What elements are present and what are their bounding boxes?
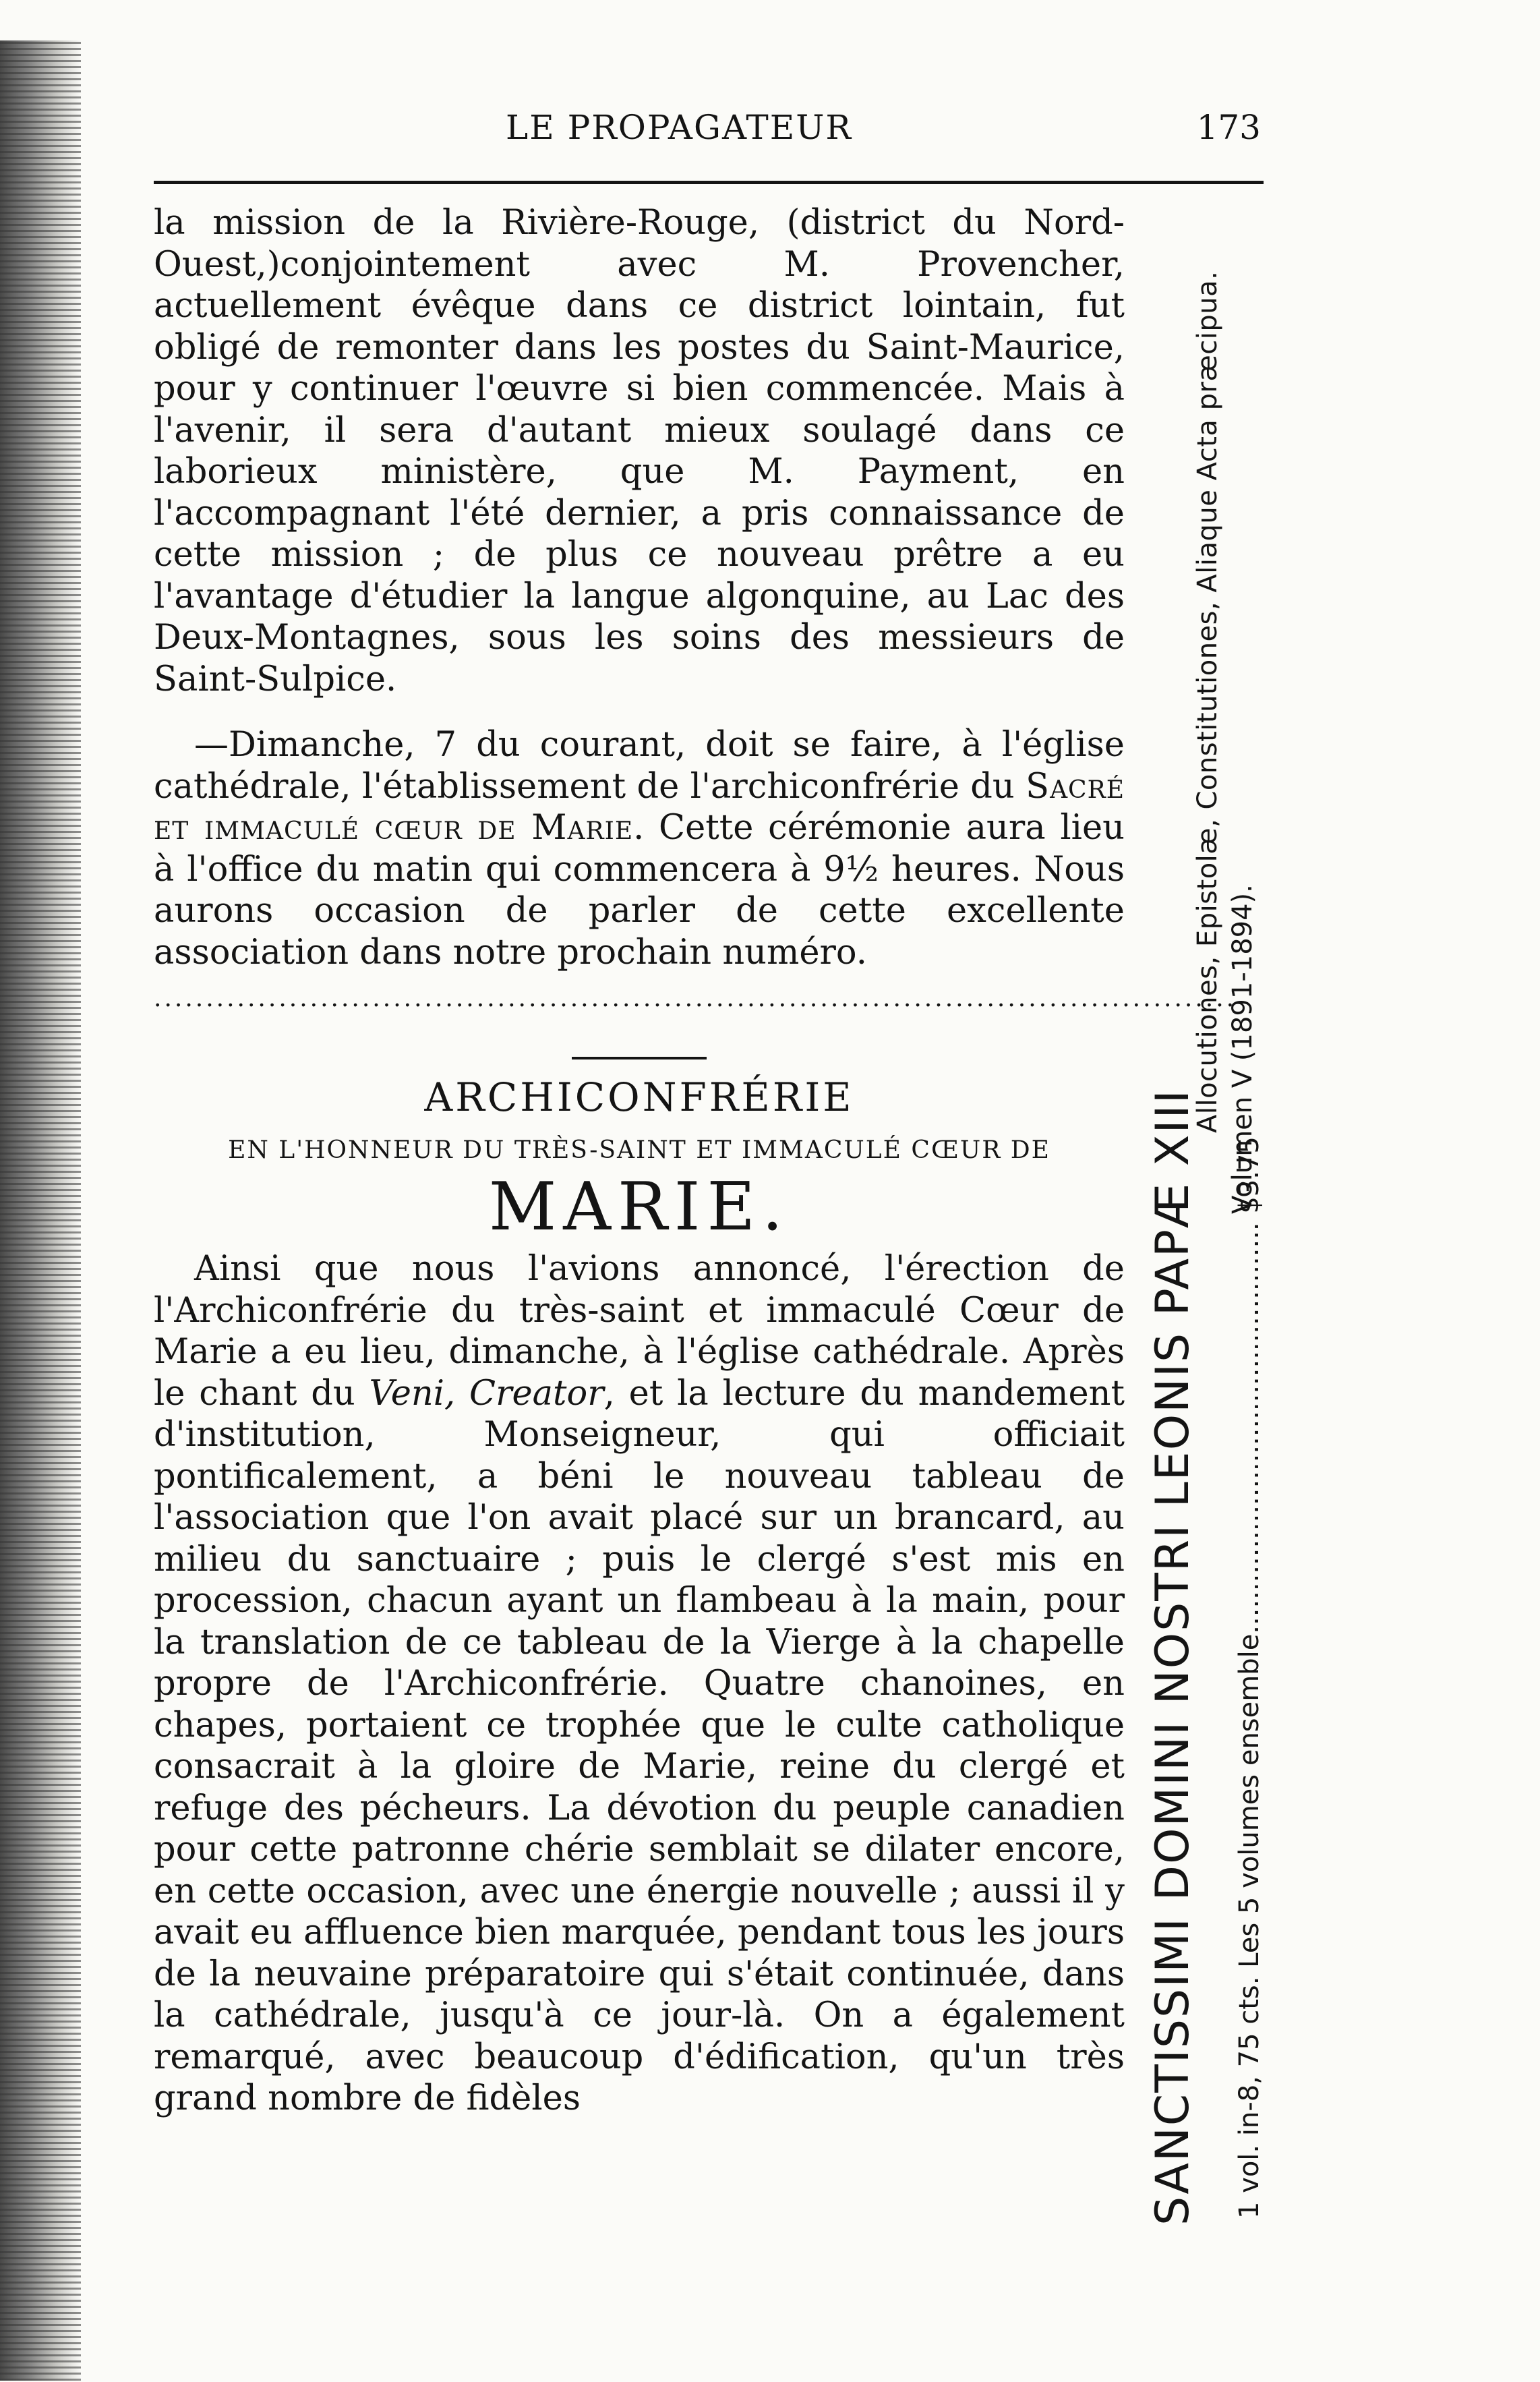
vertical-advertisement (1133, 202, 1281, 2226)
header-rule (154, 181, 1264, 184)
ad-pope-title: SANCTISSIMI DOMINI NOSTRI LEONIS PAPÆ XIII (1146, 1088, 1200, 2226)
section-rule (572, 1057, 707, 1059)
ad-allocutiones: Allocutiones, Epistolæ, Constitutiones, Aliaque Acta præcipua. (1192, 270, 1223, 1133)
page-number: 173 (1196, 108, 1261, 147)
section-title: ARCHICONFRÉRIE (424, 1074, 854, 1120)
section-subtitle: EN L'HONNEUR DU TRÈS-SAINT ET IMMACULÉ CŒUR DE (228, 1136, 1050, 1164)
dotted-separator: ........................................................................................................ (154, 985, 1237, 1012)
archiconfrerie-text-end: , et la lecture du mandement d'institution, Monseigneur, qui officiait pontificalement, a béni le nouveau tableau de l'association que l'on avait placé sur un brancard, au milieu du sanctuaire ; puis le clergé s'est mis en procession, chacun ayant un flambeau à la main, pour la translation de ce tableau de la Vierge à la chapelle propre de l'Archiconfrérie. Quatre chanoines, en chapes, portaient ce trophée que le culte catholique consacrait à la gloire de Marie, reine du clergé et refuge des pécheurs. La dévotion du peuple canadien pour cette patronne chérie semblait se dilater encore, en cette occasion, avec une énergie nouvelle ; aussi il y avait eu affluence bien marquée, pendant tous les jours de la neuvaine préparatoire qui s'était continuée, dans la cathédrale, jusqu'à ce jour-là. On a également remarqué, avec beaucoup d'édification, qu'un très grand nombre de fidèles (154, 1373, 1125, 2118)
veni-creator: Veni, Creator (369, 1373, 604, 1414)
archiconfrerie-text-start: Ainsi que nous l'avions annoncé, l'érection de l'Archiconfrérie du très-saint et immaculé Cœur de Marie a eu lieu, dimanche, à l'église cathédrale. Après le chant du (154, 1249, 1125, 1414)
paragraph-announcement (154, 724, 1125, 973)
page-header (155, 101, 1261, 155)
paragraph-archiconfrerie (154, 1248, 1125, 2120)
paragraph-gap (154, 700, 1125, 724)
announcement-text-end: . Cette cérémonie aura lieu à l'office du matin qui commencera à 9½ heures. Nous aurons occasion de parler de cette excellente association dans notre prochain numéro. (154, 808, 1125, 972)
paragraph-mission: la mission de la Rivière-Rouge, (district du Nord-Ouest,)conjointement avec M. Provencher, actuellement évêque dans ce district lointain, fut obligé de remonter dans les postes du Saint-Maurice, pour y continuer l'œuvre si bien commencée. Mais à l'avenir, il sera d'autant mieux soulagé dans ce laborieux ministère, que M. Payment, en l'accompagnant l'été dernier, a pris connaissance de cette mission ; de plus ce nouveau prêtre a eu l'avantage d'étudier la langue algonquine, au Lac des Deux-Montagnes, sous les soins des messieurs de Saint-Sulpice. (154, 203, 1125, 699)
running-title: LE PROPAGATEUR (506, 108, 852, 147)
section-big-title: MARIE. (488, 1169, 790, 1246)
binding-gutter-shadow (0, 40, 81, 2381)
announcement-text-start: —Dimanche, 7 du courant, doit se faire, à l'église cathédrale, l'établissement de l'archiconfrérie du (154, 725, 1125, 807)
ad-volume: Volumen V (1891-1894). (1227, 884, 1258, 1214)
announcement-smallcaps: Sacré et immaculé cœur de Marie (154, 766, 1125, 848)
ad-price: 1 vol. in-8, 75 cts. Les 5 volumes ensemble................................................ $3.75 (1234, 1136, 1265, 2219)
